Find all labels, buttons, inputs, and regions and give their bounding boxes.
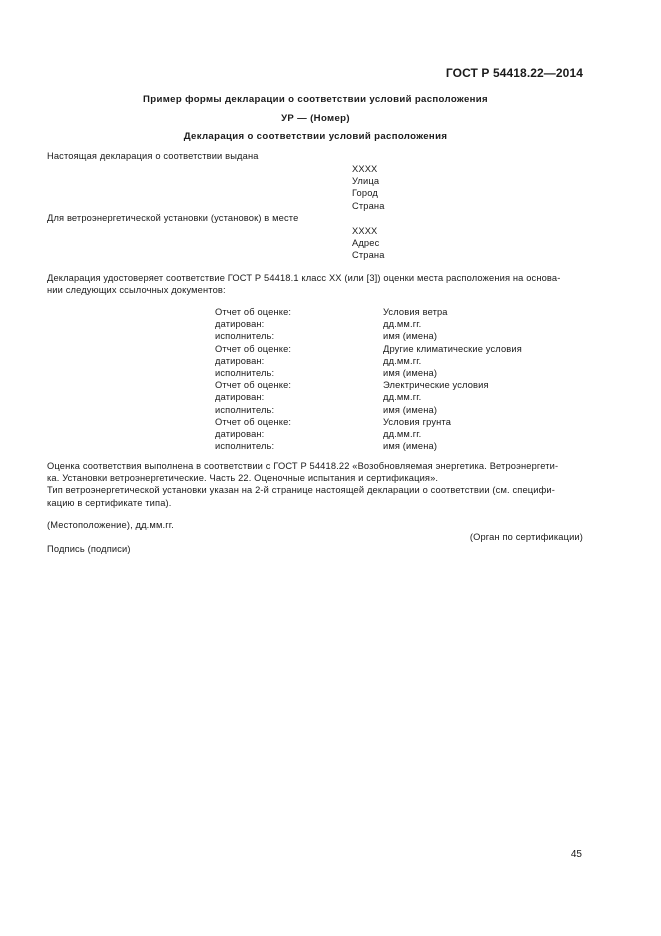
paragraph-line: ка. Установки ветроэнергетические. Часть 22. Оценочные испытания и сертификация». [47, 473, 439, 484]
report-labels [215, 306, 291, 452]
declaration-number: УР — (Номер) [281, 113, 350, 124]
report-value: дд.мм.гг. [383, 428, 422, 439]
report-label: Отчет об оценке: [215, 307, 292, 317]
issued-label: Настоящая декларация о соответствии выдана [47, 151, 259, 161]
paragraph-line: Тип ветроэнергетической установки указан на 2-й странице настоящей декларации о соответствии (см. специфи- [47, 485, 555, 496]
paragraph-line: Декларация удостоверяет соответствие ГОСТ Р 54418.1 класс XX (или [3]) оценки места расположения на основа- [47, 273, 561, 283]
report-value: имя (имена) [383, 404, 438, 415]
report-label: исполнитель: [215, 331, 275, 342]
issued-address-line: XXXX [352, 164, 378, 174]
report-value: Электрические условия [383, 380, 489, 391]
standard-header: ГОСТ Р 54418.22—2014 [445, 66, 583, 80]
report-value: дд.мм.гг. [383, 392, 422, 403]
turbine-address-line: Страна [352, 250, 385, 261]
document-title: Пример формы декларации о соответствии условий расположения [143, 94, 488, 105]
report-value: дд.мм.гг. [383, 319, 422, 330]
report-label: датирован: [215, 355, 265, 366]
report-value: дд.мм.гг. [383, 355, 422, 366]
report-label: датирован: [215, 428, 265, 439]
issued-address-line: Улица [352, 176, 380, 187]
report-label: исполнитель: [215, 404, 275, 415]
certification-paragraph [47, 272, 560, 296]
assessment-paragraph [47, 460, 558, 509]
report-label: датирован: [215, 392, 265, 403]
page-number: 45 [570, 849, 582, 860]
report-value: Другие климатические условия [383, 343, 522, 354]
paragraph-line: Оценка соответствия выполнена в соответствии с ГОСТ Р 54418.22 «Возобновляемая энергетика. Ветроэнергети- [47, 461, 559, 471]
turbine-address-line: Адрес [352, 238, 380, 249]
location-date: (Местоположение), дд.мм.гг. [47, 520, 174, 530]
report-values [383, 306, 522, 452]
paragraph-line: кацию в сертификате типа). [47, 497, 172, 508]
report-label: Отчет об оценке: [215, 380, 292, 391]
turbine-address-line: XXXX [352, 226, 378, 236]
turbine-address [352, 225, 385, 262]
report-label: исполнитель: [215, 441, 275, 452]
report-value: имя (имена) [383, 367, 438, 378]
report-label: датирован: [215, 319, 265, 330]
report-value: имя (имена) [383, 331, 438, 342]
report-label: Отчет об оценке: [215, 416, 292, 427]
certification-body: (Орган по сертификации) [469, 532, 583, 542]
paragraph-line: нии следующих ссылочных документов: [47, 285, 226, 296]
report-value: Условия ветра [383, 307, 448, 317]
report-value: имя (имена) [383, 441, 438, 452]
report-value: Условия грунта [383, 416, 452, 427]
signature-line: Подпись (подписи) [47, 544, 131, 554]
report-label: исполнитель: [215, 367, 275, 378]
turbine-label: Для ветроэнергетической установки (установок) в месте [47, 213, 299, 223]
issued-address [352, 163, 385, 212]
issued-address-line: Страна [352, 200, 385, 211]
declaration-subtitle: Декларация о соответствии условий расположения [183, 131, 448, 142]
report-label: Отчет об оценке: [215, 343, 292, 354]
issued-address-line: Город [352, 188, 378, 199]
